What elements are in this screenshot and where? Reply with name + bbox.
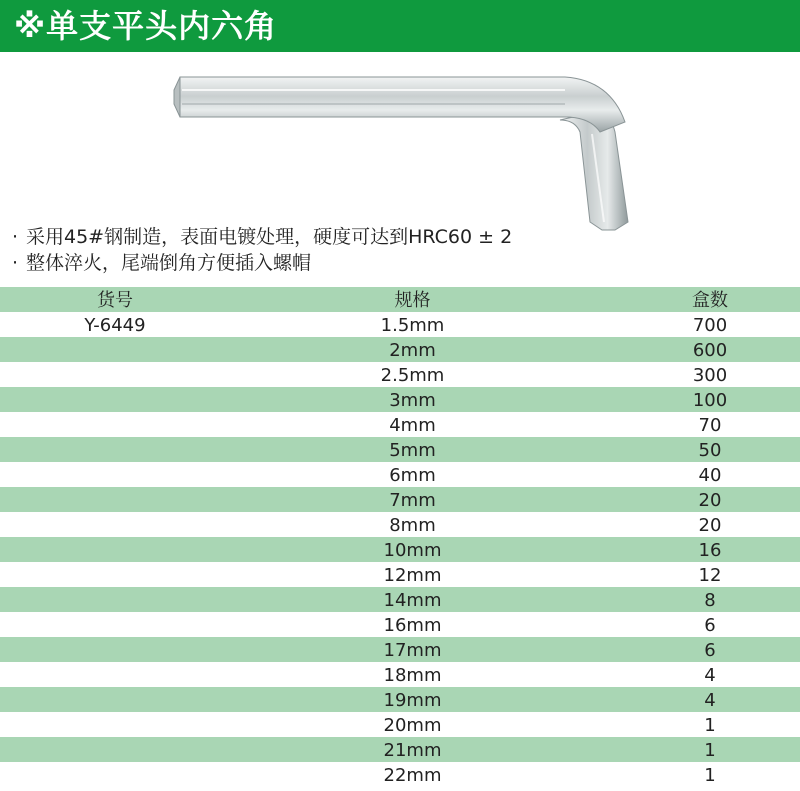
- table-header: [0, 287, 800, 312]
- spec-cell: 8mm: [389, 515, 436, 536]
- spec-cell: 3mm: [389, 390, 436, 411]
- table-row: [0, 412, 800, 437]
- spec-cell: 6mm: [389, 465, 436, 486]
- table-row: [0, 462, 800, 487]
- qty-cell: 700: [692, 315, 728, 336]
- feature-list: [12, 224, 792, 276]
- bullet-icon: ·: [12, 252, 19, 274]
- qty-cell: 300: [692, 365, 728, 386]
- qty-cell: 16: [698, 540, 722, 561]
- table-row: [0, 612, 800, 637]
- spec-cell: 16mm: [383, 615, 442, 636]
- table-row: [0, 387, 800, 412]
- qty-cell: 12: [698, 565, 722, 586]
- table-row: [0, 762, 800, 787]
- table-row: [0, 512, 800, 537]
- qty-cell: 70: [698, 415, 722, 436]
- qty-cell: 6: [704, 640, 716, 661]
- spec-cell: 19mm: [383, 690, 442, 711]
- qty-cell: 4: [704, 665, 716, 686]
- table-row: [0, 337, 800, 362]
- item-no-cell: [30, 487, 200, 512]
- list-item: · 采用45#钢制造，表面电镀处理，硬度可达到HRC60 ± 2: [12, 226, 513, 248]
- spec-cell: 5mm: [389, 440, 436, 461]
- spec-cell: 10mm: [383, 540, 442, 561]
- qty-cell: 50: [698, 440, 722, 461]
- item-no-cell: [30, 712, 200, 737]
- item-no-cell: [30, 562, 200, 587]
- column-header-qty: 盒数: [692, 290, 728, 311]
- spec-cell: 1.5mm: [380, 315, 445, 336]
- table-row: [0, 562, 800, 587]
- item-no-cell: [30, 587, 200, 612]
- item-no-cell: [30, 512, 200, 537]
- spec-cell: 2mm: [389, 340, 436, 361]
- spec-cell: 2.5mm: [380, 365, 445, 386]
- qty-cell: 1: [704, 740, 716, 761]
- title-bar: [0, 0, 800, 52]
- spec-cell: 12mm: [383, 565, 442, 586]
- qty-cell: 20: [698, 515, 722, 536]
- table-row: [0, 637, 800, 662]
- item-no-cell: [30, 612, 200, 637]
- hex-key-image: [170, 72, 650, 242]
- column-header-item-no: 货号: [97, 290, 133, 311]
- bullet-icon: ·: [12, 226, 19, 248]
- spec-cell: 18mm: [383, 665, 442, 686]
- qty-cell: 6: [704, 615, 716, 636]
- qty-cell: 20: [698, 490, 722, 511]
- qty-cell: 100: [692, 390, 728, 411]
- qty-cell: 8: [704, 590, 716, 611]
- page-title: ※单支平头内六角: [14, 7, 278, 45]
- item-no-cell: [30, 412, 200, 437]
- table-row: [0, 712, 800, 737]
- spec-cell: 4mm: [389, 415, 436, 436]
- item-no-cell: [30, 387, 200, 412]
- qty-cell: 1: [704, 715, 716, 736]
- item-no-cell: [30, 637, 200, 662]
- item-no-cell: [30, 362, 200, 387]
- table-row: [0, 737, 800, 762]
- table-row: [0, 487, 800, 512]
- spec-cell: 17mm: [383, 640, 442, 661]
- qty-cell: 4: [704, 690, 716, 711]
- item-no-cell: [30, 437, 200, 462]
- spec-cell: 7mm: [389, 490, 436, 511]
- spec-cell: 22mm: [383, 765, 442, 786]
- spec-cell: 20mm: [383, 715, 442, 736]
- spec-table: [0, 287, 800, 787]
- item-no-cell: [30, 737, 200, 762]
- table-row: [0, 437, 800, 462]
- qty-cell: 40: [698, 465, 722, 486]
- item-no-cell: [30, 762, 200, 787]
- table-row: [0, 537, 800, 562]
- table-row: [0, 587, 800, 612]
- item-no-cell: [30, 462, 200, 487]
- table-row: [0, 312, 800, 337]
- list-item: · 整体淬火，尾端倒角方便插入螺帽: [12, 252, 312, 274]
- item-no-cell: Y-6449: [84, 315, 146, 336]
- table-row: [0, 662, 800, 687]
- item-no-cell: [30, 537, 200, 562]
- item-no-cell: [30, 337, 200, 362]
- table-row: [0, 362, 800, 387]
- qty-cell: 600: [692, 340, 728, 361]
- table-row: [0, 687, 800, 712]
- item-no-cell: [30, 662, 200, 687]
- item-no-cell: [30, 687, 200, 712]
- spec-cell: 21mm: [383, 740, 442, 761]
- spec-cell: 14mm: [383, 590, 442, 611]
- qty-cell: 1: [704, 765, 716, 786]
- column-header-spec: 规格: [394, 290, 431, 311]
